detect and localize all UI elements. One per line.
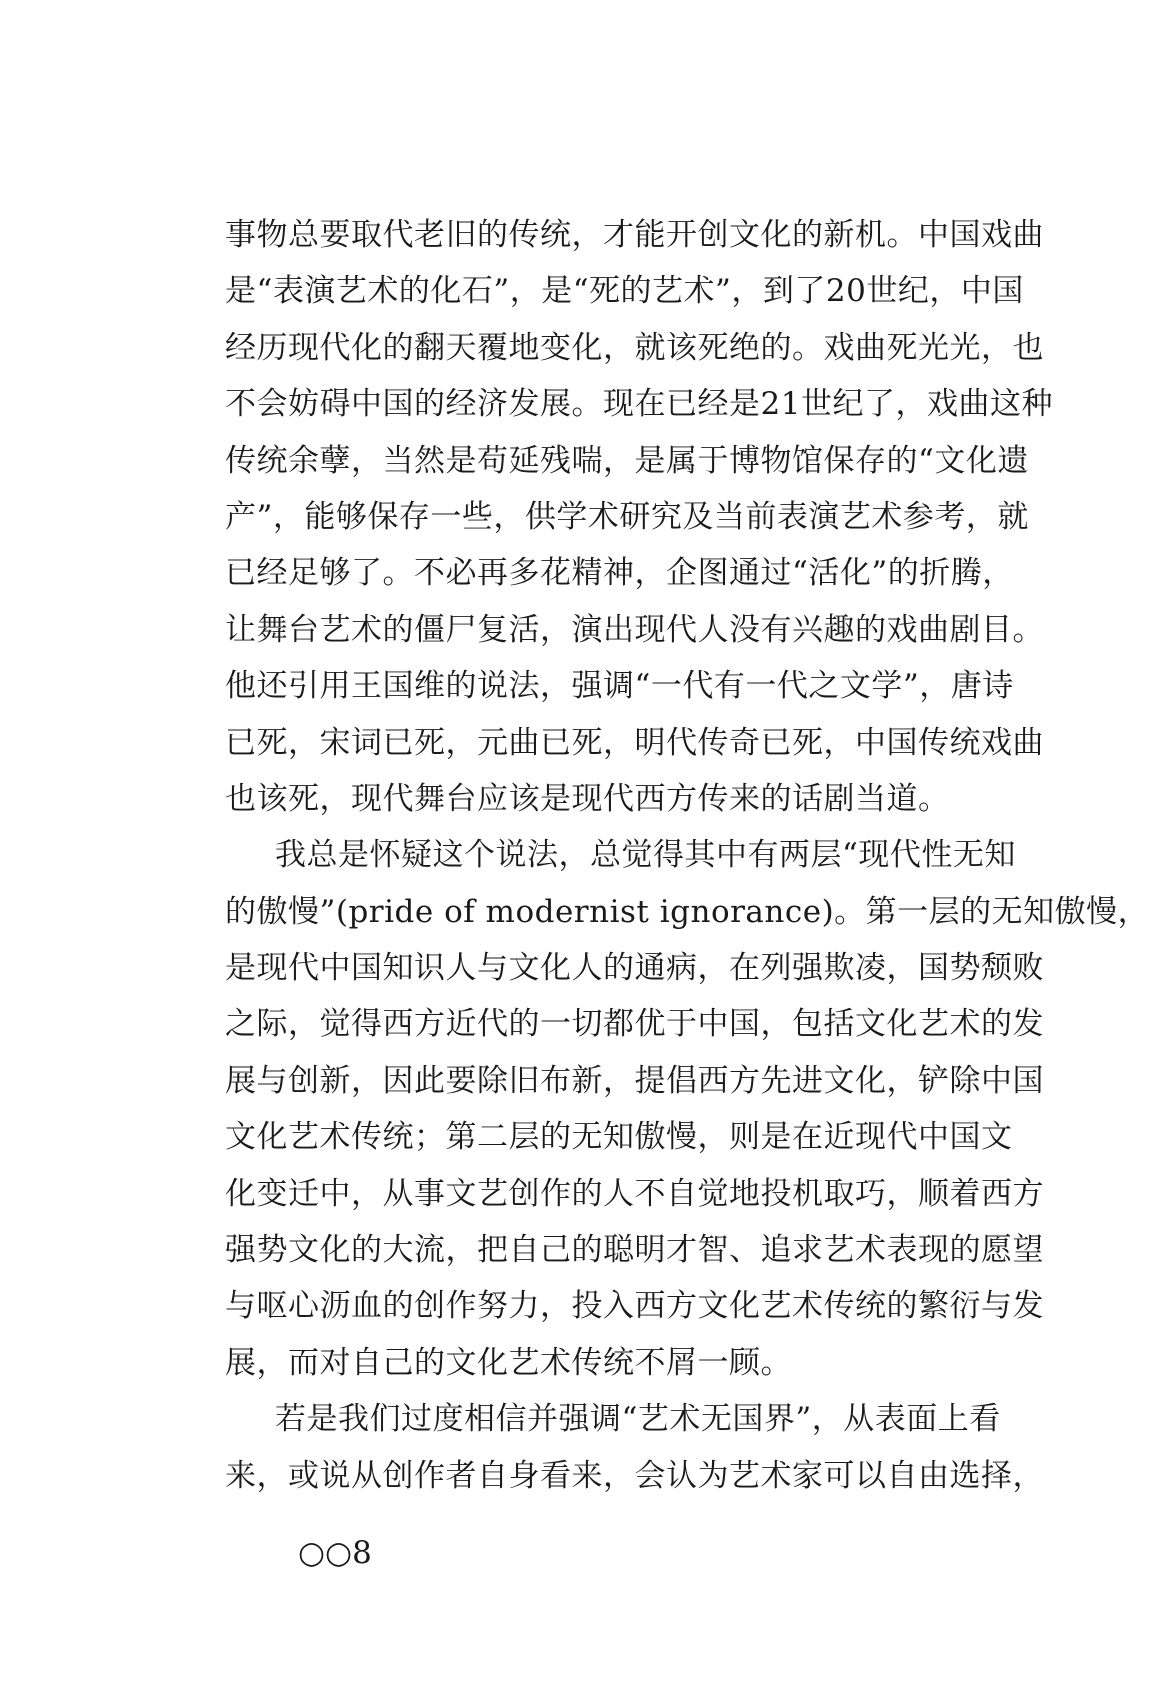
text-line: 之际，觉得西方近代的一切都优于中国，包括文化艺术的发 [225,1006,1044,1043]
text-line: 已经足够了。不必再多花精神，企图通过“活化”的折腾， [225,555,1014,592]
paragraph-first-line: 我总是怀疑这个说法，总觉得其中有两层“现代性无知 [275,837,1016,874]
body-text [225,207,1150,1504]
text-line: 化变迁中，从事文艺创作的人不自觉地投机取巧，顺着西方 [225,1175,1044,1212]
text-line: 也该死，现代舞台应该是现代西方传来的话剧当道。 [225,780,950,817]
text-line: 来，或说从创作者自身看来，会认为艺术家可以自由选择， [225,1457,1044,1494]
text-line: 产”，能够保存一些，供学术研究及当前表演艺术参考，就 [225,498,1029,535]
text-line: 展与创新，因此要除旧布新，提倡西方先进文化，铲除中国 [225,1062,1044,1099]
text-line: 文化艺术传统；第二层的无知傲慢，则是在近现代中国文 [225,1119,1013,1156]
text-line: 经历现代化的翻天覆地变化，就该死绝的。戏曲死光光，也 [225,329,1044,366]
text-line: 是现代中国知识人与文化人的通病，在列强欺凌，国势颓败 [225,950,1044,987]
text-line: 事物总要取代老旧的传统，才能开创文化的新机。中国戏曲 [225,217,1044,253]
page-number: ○○8 [298,1535,372,1571]
text-line: 展，而对自己的文化艺术传统不屑一顾。 [225,1344,792,1381]
text-line: 他还引用王国维的说法，强调“一代有一代之文学”，唐诗 [225,668,1014,705]
text-line: 让舞台艺术的僵尸复活，演出现代人没有兴趣的戏曲剧目。 [225,611,1044,648]
text-line: 不会妨碍中国的经济发展。现在已经是21世纪了，戏曲这种 [225,386,1053,423]
text-line: 与呕心沥血的创作努力，投入西方文化艺术传统的繁衍与发 [225,1288,1044,1325]
text-line: 的傲慢”(pride of modernist ignorance)。第一层的无知傲慢， [225,893,1150,930]
text-line: 已死，宋词已死，元曲已死，明代传奇已死，中国传统戏曲 [225,724,1044,761]
text-line: 传统余孽，当然是苟延残喘，是属于博物馆保存的“文化遗 [225,442,1029,479]
text-line: 是“表演艺术的化石”，是“死的艺术”，到了20世纪，中国 [225,273,1024,310]
text-line: 强势文化的大流，把自己的聪明才智、追求艺术表现的愿望 [225,1232,1044,1269]
paragraph-first-line: 若是我们过度相信并强调“艺术无国界”，从表面上看 [275,1401,1001,1438]
